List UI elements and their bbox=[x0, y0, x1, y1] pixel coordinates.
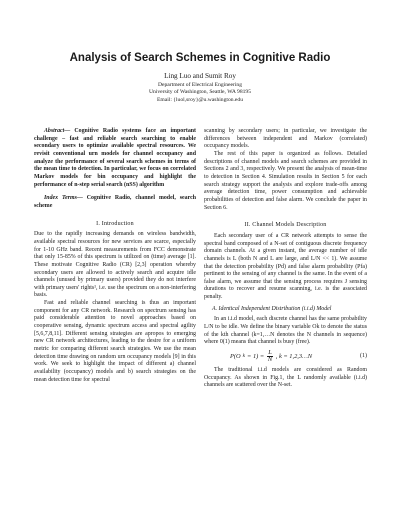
equation-mid: = 1) = bbox=[247, 353, 265, 361]
abstract bbox=[34, 128, 196, 189]
equation-formula bbox=[204, 350, 312, 364]
equation-1 bbox=[204, 350, 367, 364]
intro-continuation: scanning by secondary users; in particular, we investigate the differences between independent and Markov (correlated) occupancy models. bbox=[204, 128, 367, 150]
subsection-heading-iid: A. Identical Independent Distribution (i.i.d) Model bbox=[212, 305, 332, 312]
equation-number: (1) bbox=[360, 353, 367, 360]
index-terms-text: — Cognitive Radio, channel model, search scheme bbox=[34, 195, 196, 209]
index-terms-lead: Index Terms bbox=[44, 195, 77, 202]
abstract-text: — Cognitive Radio systems face an important challenge – fast and reliable search searching to enable secondary users to optimize available spectral resources. We revisit conventional urn models for channel occupancy and analyze the performance of several search schemes in terms of the mean time to detection. In particular, we focus on correlated Markov models for bin occupancy and highlight the performance of n-step serial search (nSS) algorithm bbox=[34, 128, 196, 188]
intro-paragraph-1: Due to the rapidly increasing demands on wireless bandwidth, available spectral resources for new services are scarce, especially for 1-10 GHz band. Recent measurements from FCC demonstrate that only 15-85% of this spectrum is utilized on (time) average [1]. These motivate Cognitive Radio (CR) [2,3] operation whereby secondary users are allowed to actively search and acquire idle channels (unused by primary users) provided they do not interfere with primary users' rights¹, i.e. use the spectrum on a non-interfering basis. bbox=[34, 231, 196, 299]
iid-paragraph-2: The traditional i.i.d models are considered as Random Occupancy. As shown in Fig.1, the L randomly available (i.i.d) channels are scattered over the N-set. bbox=[204, 366, 367, 389]
affiliation-univ: University of Washington, Seattle, WA 98195 bbox=[148, 89, 252, 96]
paper-title: Analysis of Search Schemes in Cognitive Radio bbox=[69, 52, 331, 64]
section-heading-introduction: I. Introduction bbox=[96, 220, 134, 227]
equation-fraction bbox=[267, 350, 273, 364]
left-column bbox=[34, 128, 196, 384]
authors: Ling Luo and Sumit Roy bbox=[164, 72, 236, 80]
channel-models-paragraph: Each secondary user of a CR network attempts to sense the spectral band composed of a N-set of contiguous discrete frequency domain channels. At a given instant, the average number of idle channels is L (both N and L are large, and L/N << 1). We assume that the detection probability (Pd) and false alarm probability (Pfa) pertinent to the sensing of any channel is the same. In the event of a false alarm, we assume that the sensing process requires J sensing durations to recover and resume scanning, i.e. is the associated penalty. bbox=[204, 232, 367, 301]
affiliation-dept: Department of Electrical Engineering bbox=[157, 82, 243, 88]
abstract-lead: Abstract bbox=[44, 128, 65, 134]
equation-lhs: P(O bbox=[230, 353, 241, 361]
affiliation-email: Email: {luol,sroy}@u.washington.edu bbox=[156, 96, 244, 103]
fraction-numerator: L bbox=[268, 349, 272, 357]
intro-paragraph-2: Fast and reliable channel searching is thus an important component for any CR network. Research on spectrum sensing has paid considerable attention to novel approaches based on cooperative sensing, dynamic spectrum access and spectral agility [5,6,7,8,11]. Different sensing strategies are apropos to emerging new CR network architectures, leading to the desire for a uniform metric for comparing different search strategies. We use the mean detection time drawing on random urn occupancy models [9] in this work. We seek to highlight the impact of different a) channel availability (occupancy) models and b) search strategies on the mean detection time for spectral bbox=[34, 300, 196, 383]
equation-subscript: k bbox=[242, 353, 246, 360]
right-column bbox=[204, 128, 367, 390]
fraction-denominator: N bbox=[267, 356, 273, 364]
iid-paragraph-1: In an i.i.d model, each discrete channel has the same probability L/N to be idle. We define the binary variable Ok to denote the status of the kth channel (k=1,…N denotes the N channels in sequence) where 0(1) means that channel is busy (free). bbox=[204, 316, 367, 346]
equation-rhs: , k = 1,2,3…N bbox=[275, 353, 313, 361]
intro-paragraph-3: The rest of this paper is organized as follows. Detailed descriptions of channel models and search schemes are provided in Sections 2 and 3, respectively. We present the analysis of mean-time to detection in Section 4. Simulation results in Section 5 for each search strategy support the analysis and explore trade-offs among average detection time, power consumption and achievable probabilities of detection and false alarm. We conclude the paper in Section 6. bbox=[204, 150, 367, 211]
index-terms bbox=[34, 195, 196, 210]
affiliation bbox=[0, 82, 400, 104]
section-heading-channel-models: II. Channel Models Description bbox=[244, 222, 327, 229]
